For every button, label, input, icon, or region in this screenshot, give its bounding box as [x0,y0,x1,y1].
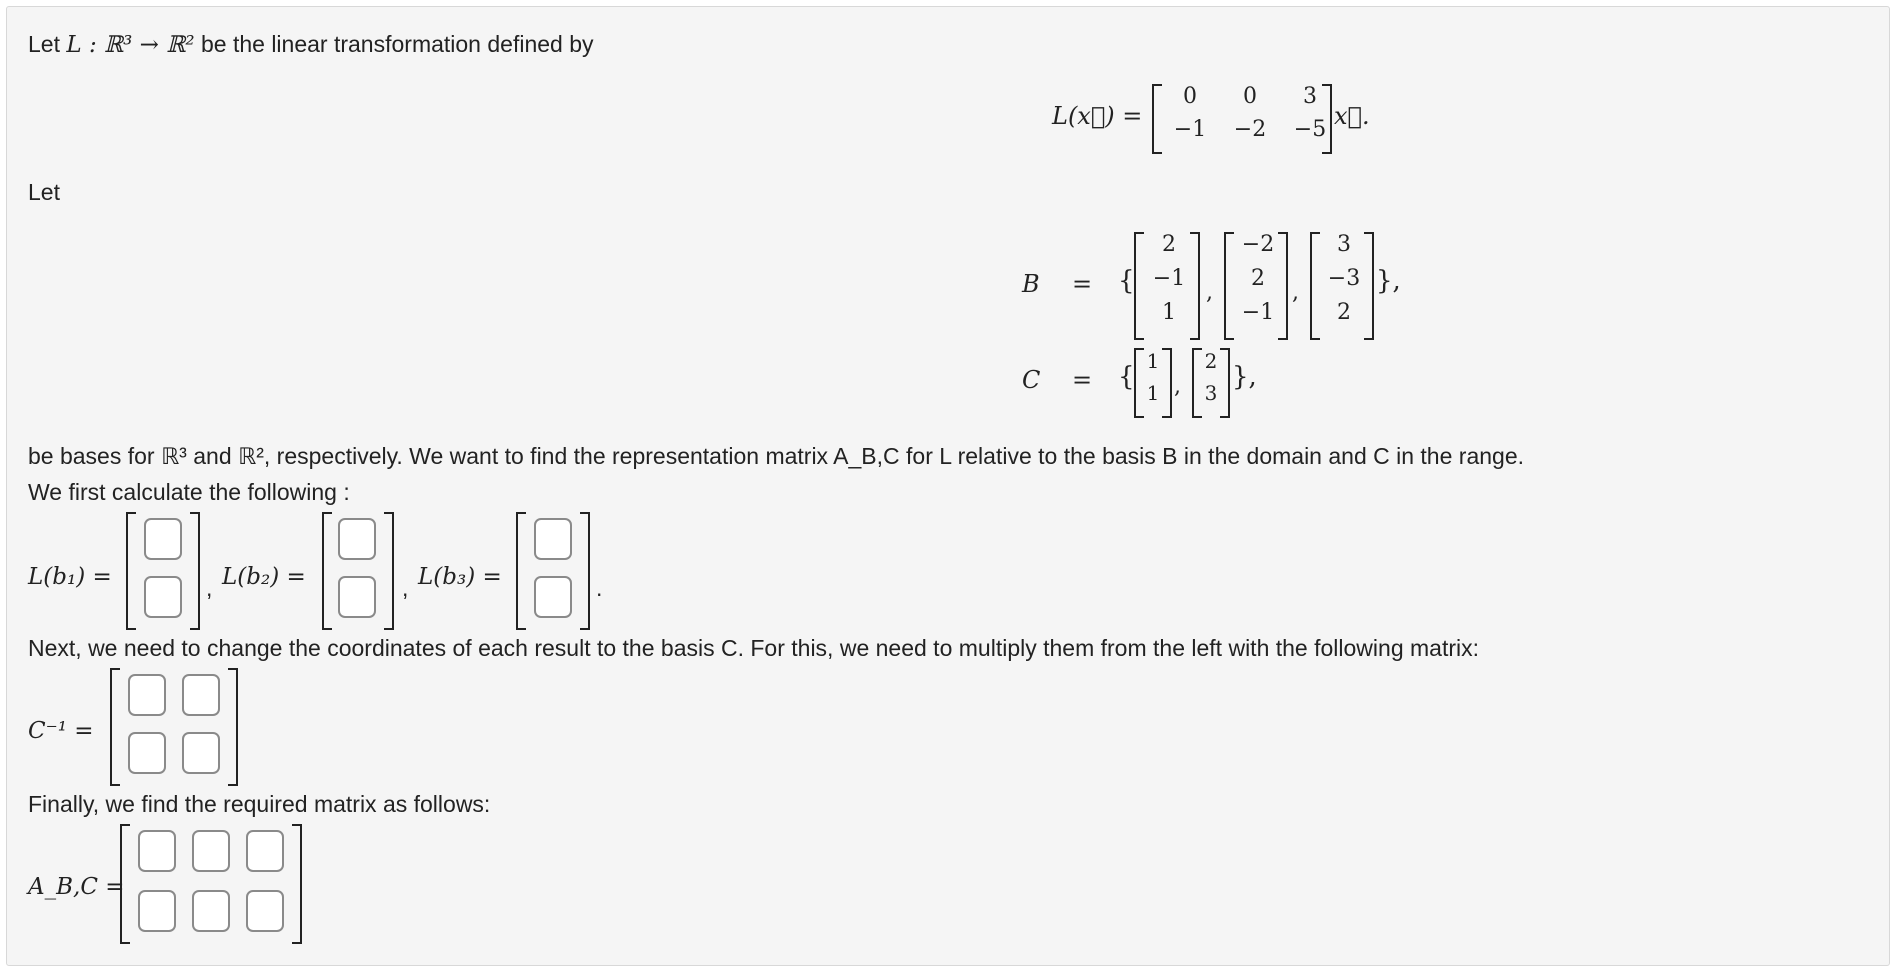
b2-bracket-right [1278,232,1288,340]
lb1-bracket-left [126,512,136,630]
bases-sentence: be bases for ℝ³ and ℝ², respectively. We want to find the representation matrix A_B,C for L relative to the basis B in the domain and C in the range. [28,443,1524,469]
lb2-input-1[interactable] [338,518,376,560]
transform-matrix [1160,84,1340,150]
abc-input-1-2[interactable] [192,830,230,872]
b2-entry: −2 [1241,232,1275,257]
b1-entry: −1 [1152,266,1186,291]
b1-bracket-right [1190,232,1200,340]
intro-map: L : ℝ³ → ℝ² [66,32,195,58]
basis-b-equals: = [1072,270,1093,298]
lb1-label: L(b₁) = [28,564,112,590]
c2-entry: 2 [1204,349,1218,373]
first-calc-sentence: We first calculate the following : [28,479,350,505]
c-inverse-input-2-2[interactable] [182,732,220,774]
transform-entry: −1 [1173,117,1207,142]
c-inverse-input-2-1[interactable] [128,732,166,774]
b3-entry: −3 [1327,266,1361,291]
lb3-label: L(b₃) = [418,564,502,590]
c-inverse-bracket-left [110,668,120,786]
abc-input-2-1[interactable] [138,890,176,932]
final-sentence: Finally, we find the required matrix as follows: [28,791,491,817]
transform-bracket-right [1322,84,1332,154]
b2-entry: −1 [1241,300,1275,325]
transform-entry: −5 [1293,117,1327,142]
c-inverse-input-1-2[interactable] [182,674,220,716]
b2-entry: 2 [1251,266,1265,291]
b1-entry: 1 [1162,300,1176,325]
c-inverse-bracket-right [228,668,238,786]
c2-entry: 3 [1204,381,1218,405]
change-basis-sentence: Next, we need to change the coordinates of each result to the basis C. For this, we need to multiply them from the left with the following matrix: [28,635,1479,661]
period: . [596,575,603,601]
abc-bracket-left [120,824,130,944]
abc-bracket-right [292,824,302,944]
abc-label: A_B,C = [28,874,125,900]
lb3-input-2[interactable] [534,576,572,618]
transform-entry: 0 [1183,84,1197,109]
abc-input-2-3[interactable] [246,890,284,932]
basis-b-close-brace: }, [1376,266,1401,296]
b3-entry: 3 [1337,232,1351,257]
c2-bracket-right [1220,348,1230,418]
lb2-input-2[interactable] [338,576,376,618]
b1-entry: 2 [1162,232,1176,257]
c-inverse-input-1-1[interactable] [128,674,166,716]
comma: , [1206,280,1213,305]
c1-bracket-right [1162,348,1172,418]
c1-entry: 1 [1146,381,1160,405]
basis-c-label: C [1022,366,1041,394]
lb2-label: L(b₂) = [222,564,306,590]
lb3-bracket-left [516,512,526,630]
comma: , [402,575,409,601]
abc-input-2-2[interactable] [192,890,230,932]
transform-entry: 0 [1243,84,1257,109]
basis-c-open-brace: { [1118,362,1135,392]
lb1-bracket-right [190,512,200,630]
abc-input-1-3[interactable] [246,830,284,872]
comma: , [206,575,213,601]
let-label: Let [28,179,60,205]
transform-entry: 3 [1303,84,1317,109]
b3-bracket-right [1364,232,1374,340]
basis-b-label: B [1022,270,1040,298]
abc-input-1-1[interactable] [138,830,176,872]
lb3-bracket-right [580,512,590,630]
transform-lhs: L(x⃗) = [1052,102,1143,130]
basis-c-close-brace: }, [1232,362,1257,392]
intro-line [28,30,594,59]
c-inverse-label: C⁻¹ = [28,718,94,744]
lb1-input-2[interactable] [144,576,182,618]
transform-rhs: x⃗. [1334,102,1370,130]
b3-entry: 2 [1337,300,1351,325]
comma: , [1292,280,1299,305]
transform-entry: −2 [1233,117,1267,142]
intro-let: Let [28,31,60,57]
lb2-bracket-left [322,512,332,630]
c1-entry: 1 [1146,349,1160,373]
basis-b-open-brace: { [1118,266,1135,296]
lb2-bracket-right [384,512,394,630]
basis-c-equals: = [1072,366,1093,394]
intro-rest: be the linear transformation defined by [200,31,594,57]
lb3-input-1[interactable] [534,518,572,560]
comma: , [1174,374,1181,399]
lb1-input-1[interactable] [144,518,182,560]
